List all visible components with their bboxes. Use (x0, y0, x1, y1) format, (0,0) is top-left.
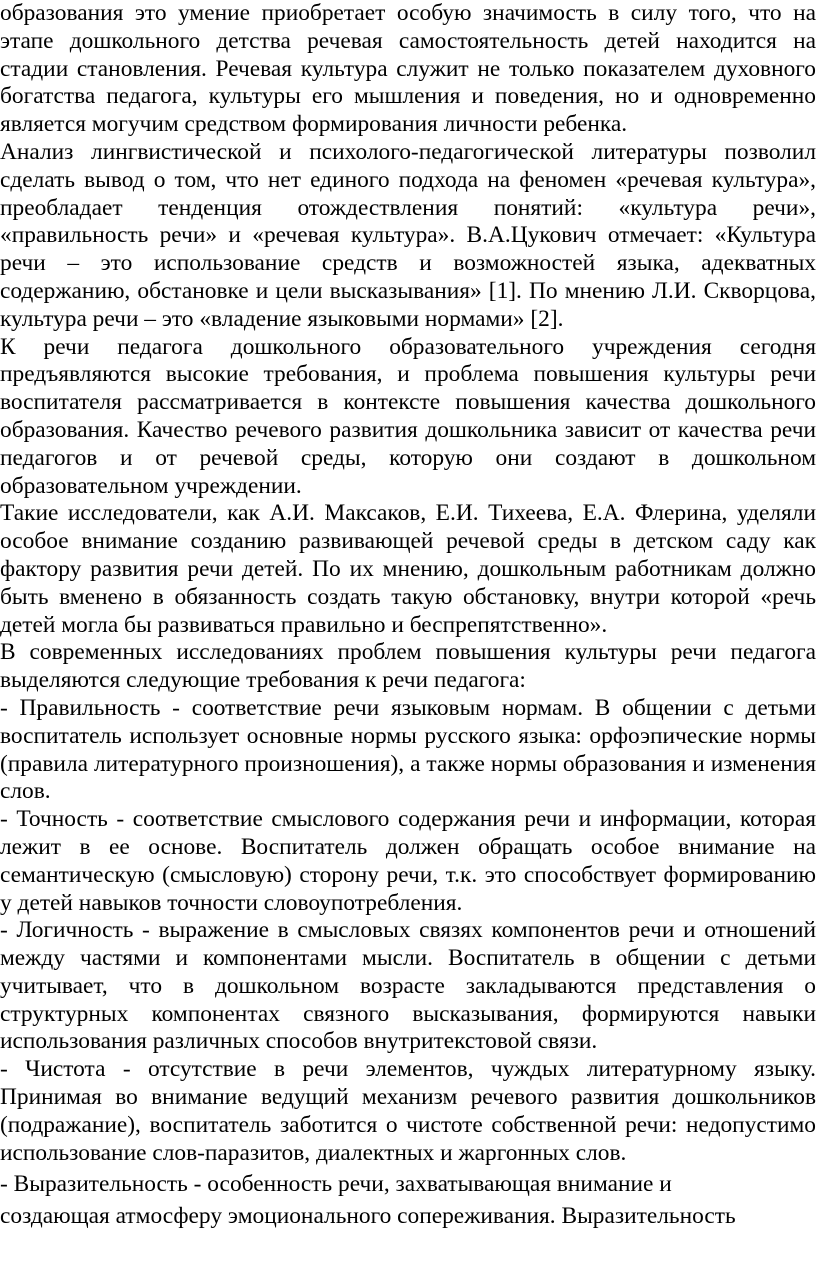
list-item-expressiveness-line2: создающая атмосферу эмоционального сопереживания. Выразительность (0, 1203, 736, 1230)
paragraph-teacher-requirements: К речи педагога дошкольного образовательного учреждения сегодня предъявляются высокие требования, и проблема повышения культуры речи воспитателя рассматривается в контексте повышения качества дошкольного образования. Качество речевого развития дошкольника зависит от качества речи педагогов и от речевой среды, которую они создают в дошкольном образовательном учреждении. (0, 333, 816, 499)
list-item-correctness: - Правильность - соответствие речи языковым нормам. В общении с детьми воспитатель использует основные нормы русского языка: орфоэпические нормы (правила литературного произношения), а также нормы образования и изменения слов. (0, 694, 816, 805)
list-item-accuracy: - Точность - соответствие смыслового содержания речи и информации, которая лежит в ее основе. Воспитатель должен обращать особое внимание на семантическую (смысловую) сторону речи, т.к. это способствует формированию у детей навыков точности словоупотребления. (0, 806, 816, 916)
paragraph-literature-analysis: Анализ лингвистической и психолого-педагогической литературы позволил сделать вывод о том, что нет единого подхода на феномен «речевая культура», преобладает тенденция отождествления понятий: «культура речи», «правильность речи» и «речевая культура». В.А.Цукович отмечает: «Культура речи – это использование средств и возможностей языка, адекватных содержанию, обстановке и цели высказывания» [1]. По мнению Л.И. Скворцова, культура речи – это «владение языковыми нормами» [2]. (0, 138, 816, 332)
paragraph-speech-culture-intro: образования это умение приобретает особую значимость в силу того, что на этапе дошкольного детства речевая самостоятельность детей находится на стадии становления. Речевая культура служит не только показателем духовного богатства педагога, культуры его мышления и поведения, но и одновременно является могучим средством формирования личности ребенка. (0, 0, 816, 138)
paragraph-modern-research: В современных исследованиях проблем повышения культуры речи педагога выделяются следующие требования к речи педагога: (0, 639, 816, 694)
list-item-expressiveness-line1: - Выразительность - особенность речи, захватывающая внимание и (0, 1171, 672, 1198)
paragraph-researchers: Такие исследователи, как А.И. Максаков, Е.И. Тихеева, Е.А. Флерина, уделяли особое внимание созданию развивающей речевой среды в детском саду как фактору развития речи детей. По их мнению, дошкольным работникам должно быть вменено в обязанность создать такую обстановку, внутри которой «речь детей могла бы развиваться правильно и беспрепятственно». (0, 500, 816, 638)
list-item-purity: - Чистота - отсутствие в речи элементов, чуждых литературному языку. Принимая во внимание ведущий механизм речевого развития дошкольников (подражание), воспитатель заботится о чистоте собственной речи: недопустимо использование слов-паразитов, диалектных и жаргонных слов. (0, 1056, 816, 1166)
list-item-logic: - Логичность - выражение в смысловых связях компонентов речи и отношений между частями и компонентами мысли. Воспитатель в общении с детьми учитывает, что в дошкольном возрасте закладываются представления о структурных компонентах связного высказывания, формируются навыки использования различных способов внутритекстовой связи. (0, 917, 816, 1055)
